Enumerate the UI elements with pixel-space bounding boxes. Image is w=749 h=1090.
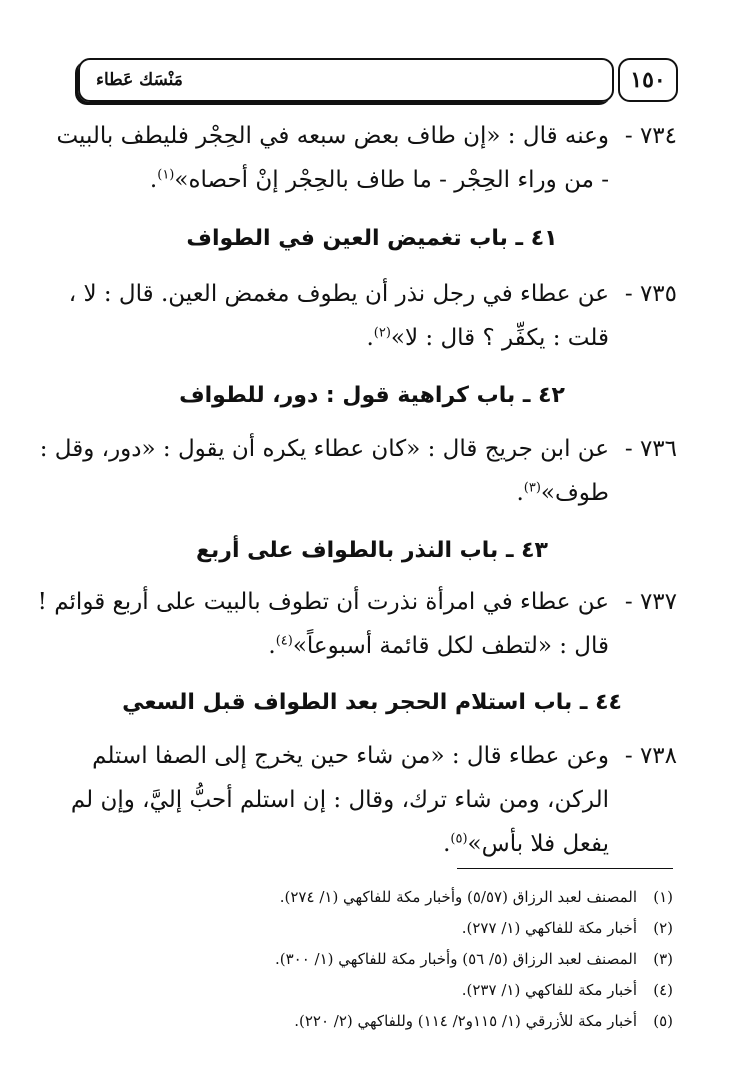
footnote-number: (٢) bbox=[653, 919, 673, 937]
footnote-number: (١) bbox=[653, 888, 673, 906]
footnote-text: المصنف لعبد الرزاق (٥/ ٥٦) وأخبار مكة للفاكهي (١/ ٣٠٠). bbox=[274, 950, 637, 968]
hadith-end: . bbox=[149, 167, 158, 193]
hadith-text-line: وعن عطاء قال : «من شاء حين يخرج إلى الصفا استلم bbox=[92, 743, 609, 769]
footnote-ref: (٤) bbox=[275, 633, 293, 649]
hadith-number: ٧٣٦ - bbox=[624, 436, 677, 462]
chapter-heading-44: ٤٤ ـ باب استلام الحجر بعد الطواف قبل السعي bbox=[122, 690, 622, 715]
footnotes bbox=[113, 882, 673, 1037]
footnote-text: أخبار مكة للفاكهي (١/ ٢٧٧). bbox=[461, 919, 637, 937]
footnote-number: (٣) bbox=[653, 950, 673, 968]
footnote bbox=[113, 944, 673, 975]
hadith-end: . bbox=[366, 325, 374, 351]
footnote-separator bbox=[457, 868, 673, 869]
hadith-736 bbox=[39, 427, 677, 515]
hadith-738 bbox=[70, 734, 677, 866]
hadith-end: . bbox=[268, 633, 276, 659]
hadith-734 bbox=[56, 114, 677, 202]
hadith-text-line: يفعل فلا بأس» bbox=[467, 831, 609, 857]
hadith-text-line: طوف» bbox=[540, 480, 609, 506]
hadith-735 bbox=[68, 272, 677, 360]
hadith-number: ٧٣٤ - bbox=[624, 123, 677, 149]
footnote-text: أخبار مكة للأزرقي (١/ ١١٥و٢/ ١١٤) وللفاكهي (٢/ ٢٢٠). bbox=[294, 1012, 637, 1030]
footnote bbox=[113, 882, 673, 913]
running-title: مَنْسَك عَطاء bbox=[78, 58, 614, 102]
hadith-text-line: قال : «لتطف لكل قائمة أسبوعاً» bbox=[292, 633, 609, 659]
footnote-ref: (٥) bbox=[450, 831, 468, 847]
chapter-heading-41: ٤١ ـ باب تغميض العين في الطواف bbox=[186, 226, 558, 251]
hadith-text-line: - من وراء الحِجْر - ما طاف بالحِجْر إنْ أحصاه» bbox=[174, 167, 609, 193]
hadith-text-line: عن عطاء في رجل نذر أن يطوف مغمض العين. قال : لا ، bbox=[68, 281, 609, 307]
hadith-text-line: عن ابن جريج قال : «كان عطاء يكره أن يقول : «دور، وقل : bbox=[39, 436, 609, 462]
hadith-text-line: عن عطاء في امرأة نذرت أن تطوف بالبيت على أربع قوائم ! bbox=[37, 589, 609, 615]
footnote-number: (٥) bbox=[653, 1012, 673, 1030]
footnote bbox=[113, 913, 673, 944]
page-number: ١٥٠ bbox=[618, 58, 678, 102]
hadith-end: . bbox=[516, 480, 524, 506]
hadith-text-line: الركن، ومن شاء ترك، وقال : إن استلم أحبُّ إليَّ، وإن لم bbox=[70, 787, 609, 813]
footnote bbox=[113, 1006, 673, 1037]
footnote-ref: (١) bbox=[157, 167, 175, 183]
footnote bbox=[113, 975, 673, 1006]
hadith-end: . bbox=[443, 831, 451, 857]
chapter-heading-43: ٤٣ ـ باب النذر بالطواف على أربع bbox=[196, 538, 548, 563]
hadith-text-line: قلت : يكفِّر ؟ قال : لا» bbox=[390, 325, 609, 351]
hadith-number: ٧٣٨ - bbox=[624, 743, 677, 769]
hadith-text-line: وعنه قال : «إن طاف بعض سبعه في الحِجْر فليطف بالبيت bbox=[56, 123, 609, 149]
footnote-text: المصنف لعبد الرزاق (٥/٥٧) وأخبار مكة للفاكهي (١/ ٢٧٤). bbox=[279, 888, 637, 906]
hadith-number: ٧٣٧ - bbox=[624, 589, 677, 615]
footnote-ref: (٢) bbox=[373, 325, 391, 341]
footnote-text: أخبار مكة للفاكهي (١/ ٢٣٧). bbox=[461, 981, 637, 999]
page-header bbox=[78, 58, 678, 102]
hadith-737 bbox=[37, 580, 677, 668]
hadith-number: ٧٣٥ - bbox=[624, 281, 677, 307]
chapter-heading-42: ٤٢ ـ باب كراهية قول : دور، للطواف bbox=[179, 383, 565, 408]
footnote-ref: (٣) bbox=[523, 480, 541, 496]
footnote-number: (٤) bbox=[653, 981, 673, 999]
